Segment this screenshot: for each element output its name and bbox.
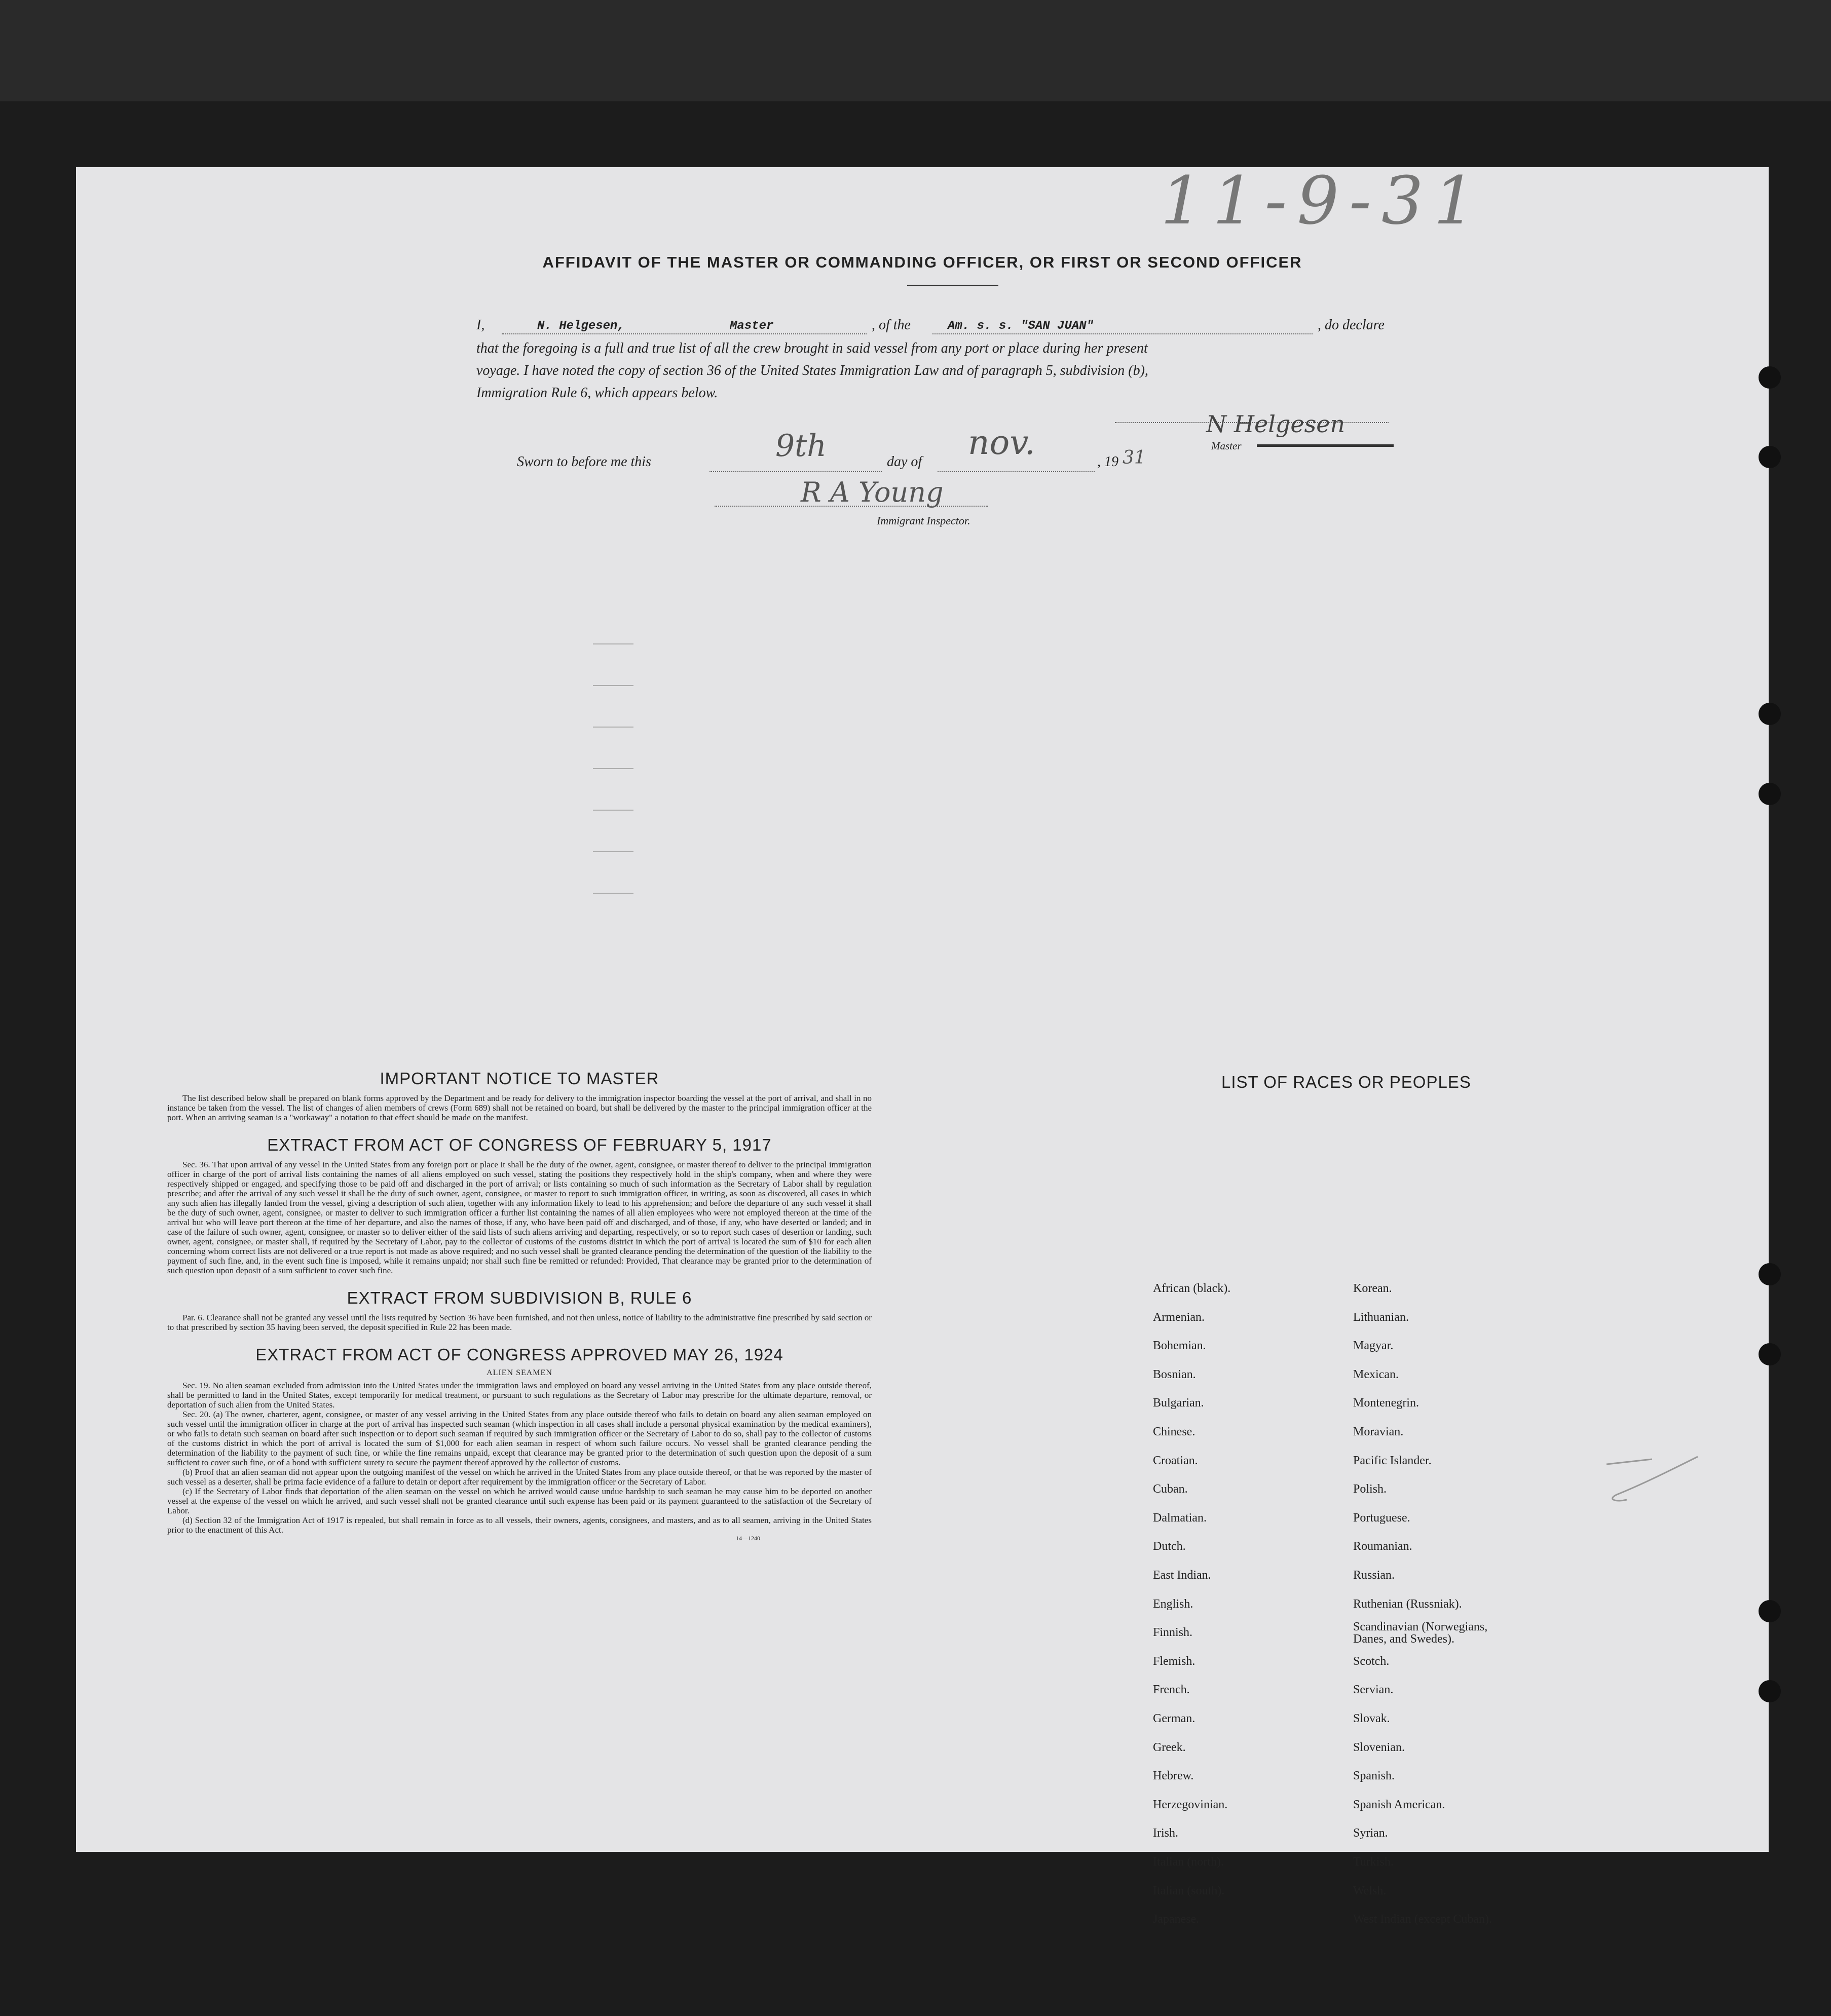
race-item: Armenian. bbox=[1153, 1310, 1205, 1324]
month-value: nov. bbox=[968, 423, 1035, 462]
race-item: Flemish. bbox=[1153, 1654, 1195, 1668]
race-item: Japanese. bbox=[1153, 1913, 1200, 1926]
vessel-name: Am. s. s. "SAN JUAN" bbox=[948, 319, 1094, 333]
punch-hole bbox=[1759, 703, 1781, 725]
race-item: Italian (south). bbox=[1153, 1884, 1225, 1897]
declaration-line-2: that the foregoing is a full and true list of all the crew brought in said vessel from any port or place during her present bbox=[476, 340, 1148, 356]
inspector-signature: R A Young bbox=[801, 476, 944, 508]
race-item: Polish. bbox=[1353, 1482, 1387, 1496]
race-item: Greek. bbox=[1153, 1740, 1186, 1754]
master-rank: Master bbox=[730, 319, 774, 333]
race-item: Portuguese. bbox=[1353, 1511, 1410, 1525]
document-sheet bbox=[76, 162, 1769, 1926]
race-item: Turkish. bbox=[1353, 1855, 1394, 1869]
race-item: Scandinavian (Norwegians, Danes, and Swedes). bbox=[1353, 1620, 1488, 1646]
race-item: Cuban. bbox=[1153, 1482, 1188, 1496]
race-item: French. bbox=[1153, 1683, 1190, 1697]
race-item: Montenegrin. bbox=[1353, 1396, 1419, 1410]
race-item: African (black). bbox=[1153, 1282, 1231, 1295]
race-item: Chinese. bbox=[1153, 1425, 1195, 1438]
punch-hole bbox=[1759, 1263, 1781, 1285]
pencil-mark bbox=[1596, 1454, 1708, 1510]
master-name: N. Helgesen, bbox=[537, 319, 625, 333]
race-item: Finnish. bbox=[1153, 1626, 1193, 1640]
act-1924-sec20a: Sec. 20. (a) The owner, charterer, agent, consignee, or master of any vessel arriving in the United States from any place outside thereof who fails to detain on board any alien seaman employed on such vessel until the immigration officer in charge at the port of arrival has inspected such seaman (which inspection in all cases shall include a personal physical examination by the medical examiners), or who fails to detain such seaman on board after such inspection or to deport such seaman if required by such immigration officer or the Secretary of Labor to do so, shall pay to the collector of customs of the customs district in which the port of arrival is located the sum of $1,000 for each alien seaman in respect of whom such failure occurs. No vessel shall be granted clearance pending the determination of the liability to the payment of such fine, or while the fine remains unpaid, except that clearance may be granted prior to the determination of such question upon the deposit of a sum sufficient to cover such fine, or of a bond with sufficient surety to secure the payment thereof approved by the collector of customs. bbox=[167, 1410, 872, 1467]
race-item: Scotch. bbox=[1353, 1654, 1390, 1668]
race-item: Welsh. bbox=[1353, 1884, 1387, 1897]
race-item: Irish. bbox=[1153, 1827, 1178, 1840]
act-1917-text: Sec. 36. That upon arrival of any vessel in the United States from any foreign port or place it shall be the duty of the owner, agent, consignee, or master thereof to deliver to the principal immigration officer in charge of the port of arrival lists containing the names of all aliens employed on such vessel, stating the positions they respectively hold in the ship's company, when and where they were respectively shipped or engaged, and specifying those to be paid off and discharged in the port of arrival; or lists containing so much of such information as the Secretary of Labor shall by regulation prescribe; and after the arrival of any such vessel it shall be the duty of such owner, agent, consignee, or master to report to such immigration officer, in writing, as soon as discovered, all cases in which any such alien has illegally landed from the vessel, giving a description of such alien, together with any information likely to lead to his apprehension; and before the departure of any such vessel it shall be the duty of such owner, agent, consignee, or master to deliver to such immigration officer a further list containing the names of all alien employees who were not employed thereon at the time of the arrival but who will leave port thereon at the time of her departure, and also the names of those, if any, who have been paid off and discharged, and of those, if any, who have deserted or landed; and in case of the failure of such owner, agent, consignee, or master so to deliver either of the said lists of such aliens arriving and departing, respectively, or so to report such cases of desertion or landing, such owner, agent, consignee, or master shall, if required by the Secretary of Labor, pay to the collector of customs of the customs district in which the port of arrival is located the sum of $10 for each alien concerning whom correct lists are not delivered or a true report is not made as above required; and no such vessel shall be granted clearance pending the determination of the question of the liability to the payment of such fine, and, in the event such fine is imposed, while it remains unpaid; nor shall such fine be remitted or refunded: Provided, That clearance may be granted prior to the determination of such question upon deposit of a sum sufficient to cover such fine. bbox=[167, 1160, 872, 1275]
race-item: Ruthenian (Russniak). bbox=[1353, 1597, 1462, 1611]
inspector-label: Immigrant Inspector. bbox=[877, 514, 970, 527]
race-item: Syrian. bbox=[1353, 1827, 1388, 1840]
race-item: Italian (north). bbox=[1153, 1855, 1224, 1869]
form-number: 14—1240 bbox=[736, 1535, 760, 1542]
declaration-line-3: voyage. I have noted the copy of section 36 of the United States Immigration Law and of paragraph 5, subdivision (b), bbox=[476, 363, 1148, 378]
race-item: Moravian. bbox=[1353, 1425, 1404, 1438]
handwritten-date: 11-9-31 bbox=[1161, 162, 1486, 239]
year-prefix: , 19 bbox=[1097, 454, 1118, 470]
race-item: Spanish. bbox=[1353, 1769, 1395, 1783]
i-label: I, bbox=[476, 317, 485, 333]
race-item: Croatian. bbox=[1153, 1454, 1198, 1467]
act-1924-sec20d: (d) Section 32 of the Immigration Act of 1917 is repealed, but shall remain in force as to all vessels, their owners, agents, consignees, and masters, and as to all seamen, arriving in the United States prior to the enactment of this Act. bbox=[167, 1515, 872, 1535]
master-signature: N Helgesen bbox=[1206, 410, 1346, 438]
notice-heading: IMPORTANT NOTICE TO MASTER bbox=[380, 1069, 659, 1088]
races-heading: LIST OF RACES OR PEOPLES bbox=[1221, 1073, 1471, 1091]
title-rule bbox=[907, 285, 998, 286]
race-item: Pacific Islander. bbox=[1353, 1454, 1432, 1467]
race-item: Dalmatian. bbox=[1153, 1511, 1207, 1525]
notice-section bbox=[167, 1069, 872, 1542]
year-value: 31 bbox=[1123, 447, 1146, 468]
punch-hole bbox=[1759, 1343, 1781, 1365]
race-item: Lithuanian. bbox=[1353, 1310, 1409, 1324]
rule-6-heading: EXTRACT FROM SUBDIVISION B, RULE 6 bbox=[347, 1288, 692, 1307]
race-item: Bohemian. bbox=[1153, 1339, 1206, 1353]
notice-text: The list described below shall be prepared on blank forms approved by the Department and be ready for delivery to the immigration inspector boarding the vessel at the port of arrival, and shall in no instance be taken from the vessel. The list of changes of alien members of crews (Form 689) shall not be retained on board, but shall be delivered by the master to the principal immigration officer at the port. When an arriving seaman is a "workaway" a notation to that effect should be made on the manifest. bbox=[167, 1093, 872, 1122]
act-1917-heading: EXTRACT FROM ACT OF CONGRESS OF FEBRUARY 5, 1917 bbox=[267, 1135, 772, 1154]
punch-hole bbox=[1759, 366, 1781, 389]
race-item: Korean. bbox=[1353, 1282, 1392, 1295]
master-label: Master bbox=[1211, 440, 1242, 452]
race-item: Russian. bbox=[1353, 1569, 1395, 1582]
punch-hole bbox=[1759, 1600, 1781, 1622]
race-item: German. bbox=[1153, 1712, 1195, 1725]
race-item: Herzegovinian. bbox=[1153, 1798, 1228, 1811]
race-item: Slovenian. bbox=[1353, 1740, 1405, 1754]
sworn-label: Sworn to before me this bbox=[517, 454, 651, 470]
act-1924-sec19: Sec. 19. No alien seaman excluded from admission into the United States under the immigration laws and employed on board any vessel arriving in the United States from any place outside thereof, shall be permitted to land in the United States, except temporarily for medical treatment, or pursuant to such regulations as the Secretary of Labor may prescribe for the ultimate departure, removal, or deportation of such alien from the United States. bbox=[167, 1381, 872, 1410]
struck-text bbox=[1257, 444, 1394, 447]
race-item: Magyar. bbox=[1353, 1339, 1394, 1353]
act-1924-sec20c: (c) If the Secretary of Labor finds that deportation of the alien seaman on the vessel on which he arrived would cause undue hardship to such seaman he may cause him to be deported on another vessel at the expense of the vessel on which he arrived, and such vessel shall not be granted clearance until such expense has been paid or its payment guaranteed to the satisfaction of the Secretary of Labor. bbox=[167, 1487, 872, 1515]
dot-marks bbox=[593, 603, 633, 927]
punch-hole bbox=[1759, 783, 1781, 805]
race-item: Bosnian. bbox=[1153, 1367, 1196, 1381]
race-item: Bulgarian. bbox=[1153, 1396, 1204, 1410]
race-item: Slovak. bbox=[1353, 1712, 1390, 1725]
act-1924-heading: EXTRACT FROM ACT OF CONGRESS APPROVED MAY 26, 1924 bbox=[255, 1345, 783, 1364]
race-item: Mexican. bbox=[1353, 1367, 1399, 1381]
race-item: Roumanian. bbox=[1353, 1540, 1412, 1553]
inspector-signature-line bbox=[715, 502, 988, 507]
alien-seamen-subheading: ALIEN SEAMEN bbox=[487, 1368, 552, 1377]
race-item: West Indian (except Cuban). bbox=[1353, 1913, 1492, 1926]
affidavit-title: AFFIDAVIT OF THE MASTER OR COMMANDING OFFICER, OR FIRST OR SECOND OFFICER bbox=[542, 253, 1302, 271]
declaration-line-4: Immigration Rule 6, which appears below. bbox=[476, 385, 718, 401]
race-item: Dutch. bbox=[1153, 1540, 1186, 1553]
day-of-label: day of bbox=[887, 454, 922, 470]
act-1924-sec20b: (b) Proof that an alien seaman did not appear upon the outgoing manifest of the vessel on which he arrived in the United States from any place outside thereof, or that he was reported by the master of such vessel as a deserter, shall be prima facie evidence of a failure to detain or deport after requirement by the immigration officer or the Secretary of Labor. bbox=[167, 1467, 872, 1487]
punch-hole bbox=[1759, 446, 1781, 468]
race-item: East Indian. bbox=[1153, 1569, 1211, 1582]
declaration-line-1 bbox=[476, 314, 1434, 336]
scan-top-band bbox=[0, 0, 1831, 101]
rule-6-text: Par. 6. Clearance shall not be granted any vessel until the lists required by Section 36 have been furnished, and not then unless, notice of liability to the administrative fine prescribed by said section or to that prescribed by section 35 having been served, the deposit specified in Rule 22 has been made. bbox=[167, 1313, 872, 1332]
of-the-label: , of the bbox=[872, 317, 911, 333]
race-item: English. bbox=[1153, 1597, 1193, 1611]
race-item: Hebrew. bbox=[1153, 1769, 1194, 1783]
race-item: Servian. bbox=[1353, 1683, 1394, 1697]
do-declare-label: , do declare bbox=[1318, 317, 1385, 333]
punch-hole bbox=[1759, 1680, 1781, 1702]
race-item: Spanish American. bbox=[1353, 1798, 1445, 1811]
day-value: 9th bbox=[775, 428, 827, 464]
